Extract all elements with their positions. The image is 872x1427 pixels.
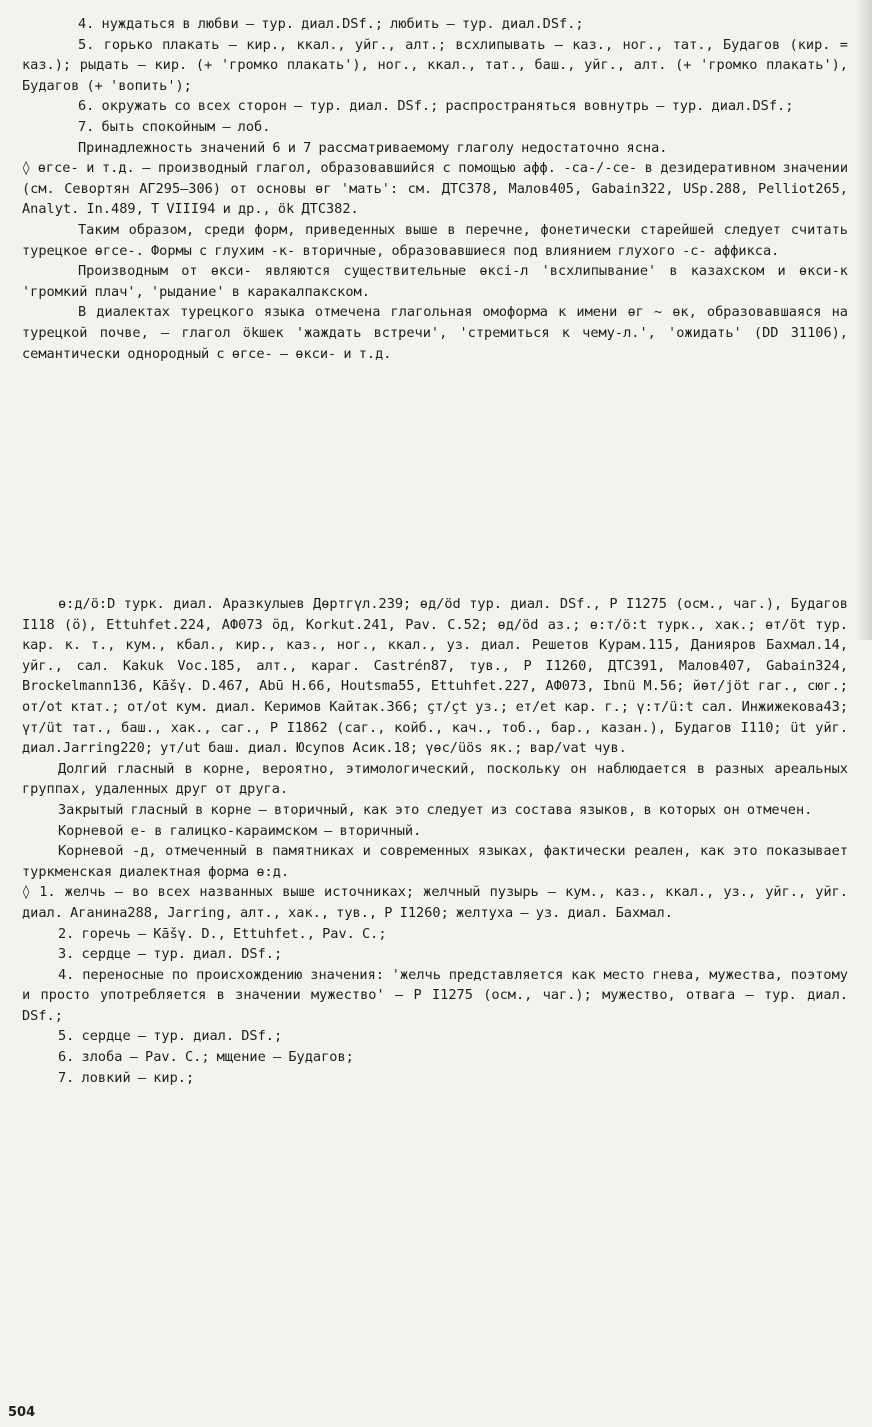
- scan-edge-shadow: [856, 0, 872, 640]
- paragraph: 6. окружать со всех сторон – тур. диал. DSf.; распространяться вовнутрь – тур. диал.DSf.;: [78, 98, 794, 115]
- entry-headword-forms: ө:д/ö:D турк. диал. Аразкулыев Дөртгүл.239; өд/öd тур. диал. DSf., P I1275 (осм., чаг.), Будагов I118 (ӧ), Ettuhfet.224, АФ073 ӧд, Korkut.241, Pav. C.52; өд/öd аз.; ө:т/ö:t турк., хак.; өт/öt тур. кар. к. т., кум., кбал., кир., каз., ног., ккал., уз. диал. Решетов Курам.115, Данияров Бахмал.14, уйг., сал. Kakuk Voc.185, алт., караг. Castrén87, тув., P I1260, ДТС391, Малов407, Gabain324, Brockelmann136, Kāšγ. D.467, Abū H.66, Houtsma55, Ettuhfet.227, АФ073, Ibnü M.56; йөт/jöt гаг., сюг.; от/ot ктат.; от/ot кум. диал. Керимов Кайтак.366; ҫт/ҫt уз.; ет/et кар. г.; ү:т/ü:t сал. Инжижекова43; үт/üt тат., баш., хак., саг., P I1862 (саг., койб., кач., тоб., бар., казан.), Будагов I110; üt уйг. диал.Jarring220; ут/ut баш. диал. Юсупов Асик.18; үөс/üös як.; вар/vat чув.: [22, 596, 848, 757]
- paragraph: 2. горечь – Kāšγ. D., Ettuhfet., Pav. C.;: [58, 925, 387, 942]
- paragraph: В диалектах турецкого языка отмечена глагольная омоформа к имени өг ~ өк, образовавшаяся на турецкой почве, – глагол ökшек 'жаждать встречи', 'стремиться к чему-л.', 'ожидать' (DD 31106), семантически однородный с өгсе- – өкси- и т.д.: [22, 304, 848, 362]
- entry-block-egse: [22, 14, 848, 364]
- paragraph: Корневой -д, отмеченный в памятниках и современных языках, фактически реален, как это показывает туркменская диалектная форма ө:д.: [22, 843, 848, 880]
- paragraph: Принадлежность значений 6 и 7 рассматриваемому глаголу недостаточно ясна.: [78, 139, 668, 156]
- paragraph: 6. злоба – Pav. C.; мщение – Будагов;: [58, 1049, 354, 1066]
- paragraph: 5. сердце – тур. диал. DSf.;: [58, 1028, 283, 1045]
- paragraph: 7. ловкий – кир.;: [58, 1069, 195, 1086]
- paragraph: Долгий гласный в корне, вероятно, этимологический, поскольку он наблюдается в разных ареальных группах, удаленных друг от друга.: [22, 760, 848, 798]
- paragraph: Закрытый гласный в корне – вторичный, как это следует из состава языков, в которых он отмечен.: [58, 801, 813, 818]
- paragraph: 4. нуждаться в любви – тур. диал.DSf.; любить – тур. диал.DSf.;: [78, 16, 584, 32]
- paragraph-etymology: ◊ өгсе- и т.д. – производный глагол, образовавшийся с помощью афф. -са-/-се- в дезидеративном значении (см. Севортян АГ295–306) от основы өг 'мать': см. ДТС378, Малов405, Gabain322, USp.288, Pelliot265, Analyt. In.489, T VIII94 и др., ök ДТС382.: [22, 160, 848, 218]
- paragraph: 5. горько плакать – кир., ккал., уйг., алт.; всхлипывать – каз., ног., тат., Будагов (кир. = каз.); рыдать – кир. (+ 'громко плакать'), ног., ккал., тат., баш., уйг., алт. (+ 'громко плакать'), Будагов (+ 'вопить');: [22, 36, 848, 94]
- paragraph: Корневой е- в галицко-караимском – вторичный.: [58, 822, 422, 839]
- paragraph-meanings: ◊ 1. желчь – во всех названных выше источниках; желчный пузырь – кум., каз., ккал., уз., уйг., уйг. диал. Аганина288, Jarring, алт., хак., тув., P I1260; желтуха – уз. диал. Бахмал.: [22, 884, 848, 921]
- paragraph: Таким образом, среди форм, приведенных выше в перечне, фонетически старейшей следует считать турецкое өгсе-. Формы с глухим -к- вторичные, образовавшиеся под влиянием глухого -с- аффикса.: [22, 221, 848, 259]
- paragraph: 4. переносные по происхождению значения: 'желчь представляется как место гнева, мужества, поэтому и просто употребляется в значении мужество' – P I1275 (осм., чаг.); мужество, отвага – тур. диал. DSf.;: [22, 966, 848, 1024]
- paragraph: 7. быть спокойным – лоб.: [78, 118, 271, 135]
- paragraph: 3. сердце – тур. диал. DSf.;: [58, 946, 283, 963]
- entry-block-od: [22, 594, 848, 1088]
- page-number: 504: [8, 1405, 36, 1420]
- paragraph: Производным от өкси- являются существительные өксі-л 'всхлипывание' в казахском и өкси-к 'громкий плач', 'рыдание' в каракалпакском.: [22, 263, 848, 300]
